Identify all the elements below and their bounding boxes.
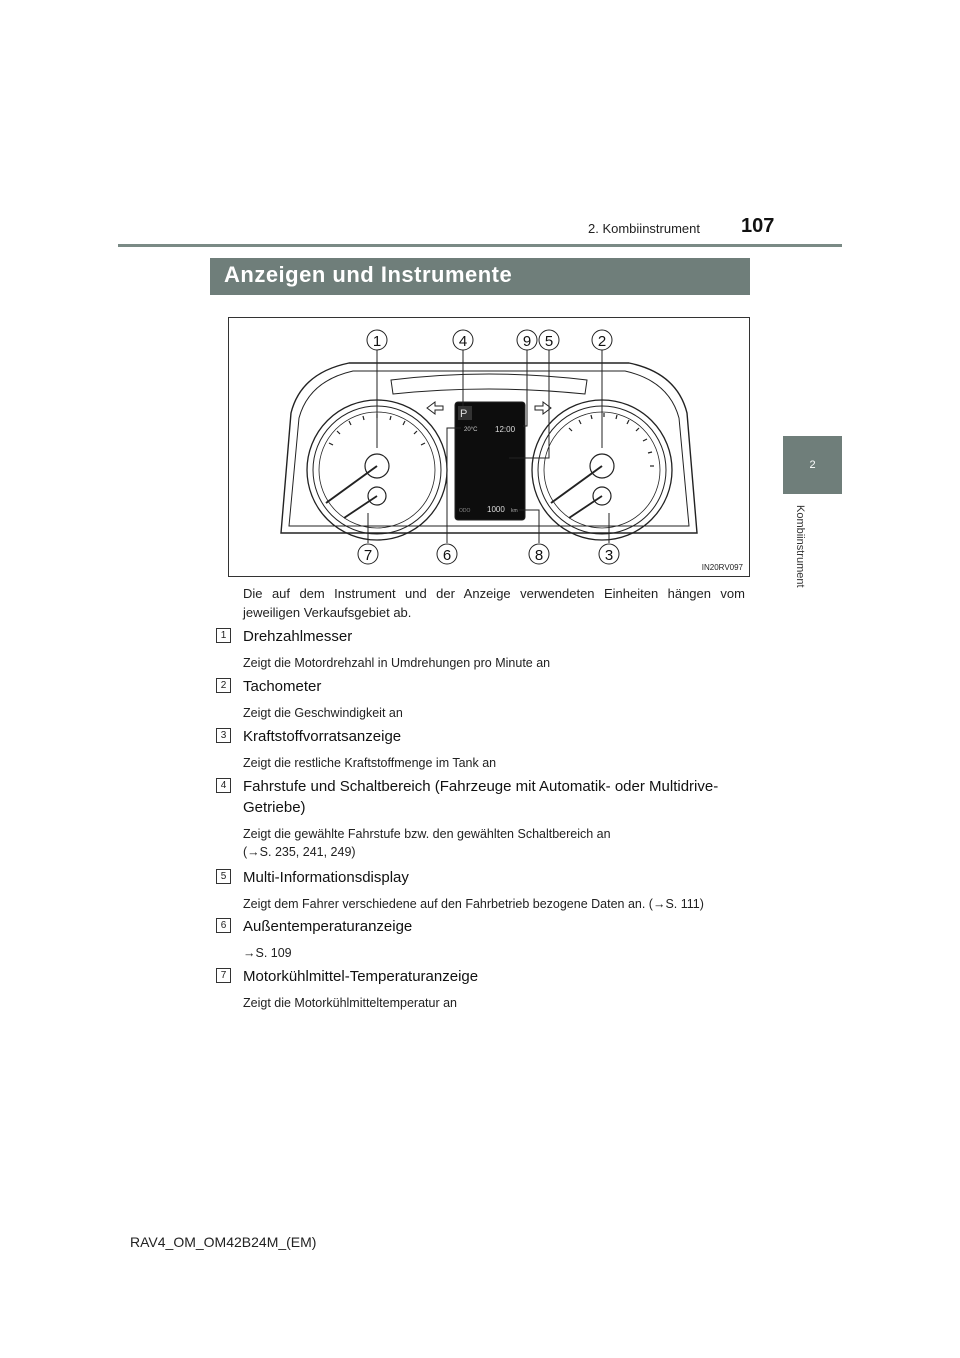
item-description: Zeigt die Motordrehzahl in Umdrehungen pro Minute an — [243, 656, 551, 670]
item-number: 7 — [216, 968, 231, 983]
callout-4: 4 — [458, 333, 468, 350]
callout-5: 5 — [544, 333, 554, 350]
page-number: 107 — [741, 215, 775, 237]
instrument-cluster-illustration — [229, 318, 751, 578]
item-title: Drehzahlmesser — [243, 628, 353, 645]
document-footer: RAV4_OM_OM42B24M_(EM) — [130, 1234, 317, 1250]
figure-code: IN20RV097 — [701, 563, 743, 572]
item-number: 6 — [216, 918, 231, 933]
display-clock: 12:00 — [495, 425, 516, 434]
item-description: Zeigt die restliche Kraftstoffmenge im Tank an — [243, 756, 497, 770]
section-title-bar — [210, 258, 750, 295]
display-odometer: 1000 — [487, 505, 505, 514]
item-title: Tachometer — [243, 678, 322, 695]
item-description: Zeigt die Geschwindigkeit an — [243, 706, 403, 720]
item-number: 1 — [216, 628, 231, 643]
instrument-figure — [228, 317, 750, 577]
chapter-side-label: Kombiinstrument — [794, 505, 806, 588]
item-description: →S. 109 — [243, 946, 292, 960]
item-title: Motorkühlmittel-Temperaturanzeige — [243, 968, 479, 985]
item-title: Fahrstufe und Schaltbereich (Fahrzeuge mit Automatik- oder Multidrive-Getriebe) — [243, 778, 719, 816]
display-odometer-unit: km — [511, 508, 518, 514]
callout-2: 2 — [597, 333, 607, 350]
item-title: Multi-Informationsdisplay — [243, 869, 409, 886]
callout-7: 7 — [363, 547, 373, 564]
chapter-tab[interactable] — [783, 436, 842, 494]
header-chapter: 2. Kombiinstrument — [588, 221, 700, 236]
item-description: Zeigt die gewählte Fahrstufe bzw. den gewählten Schaltbereich an — [243, 827, 611, 841]
item-title: Außentemperaturanzeige — [243, 918, 413, 935]
callout-3: 3 — [604, 547, 614, 564]
display-gear: P — [460, 408, 468, 420]
item-description: Zeigt die Motorkühlmitteltemperatur an — [243, 996, 457, 1010]
item-number: 3 — [216, 728, 231, 743]
callout-9: 9 — [522, 333, 532, 350]
callout-8: 8 — [534, 547, 544, 564]
item-description: Zeigt dem Fahrer verschiedene auf den Fahrbetrieb bezogene Daten an. (→S. 111) — [243, 897, 704, 911]
item-reference: (→S. 235, 241, 249) — [243, 845, 356, 859]
item-number: 4 — [216, 778, 231, 793]
chapter-tab-number: 2 — [809, 459, 816, 471]
callout-6: 6 — [442, 547, 452, 564]
section-title: Anzeigen und Instrumente — [224, 262, 513, 287]
intro-text: Die auf dem Instrument und der Anzeige verwendeten Einheiten hängen vom jeweiligen Verkaufsgebiet ab. — [243, 586, 745, 620]
item-title: Kraftstoffvorratsanzeige — [243, 728, 402, 745]
callout-1: 1 — [372, 333, 382, 350]
item-number: 5 — [216, 869, 231, 884]
display-outside-temp: 20°C — [464, 427, 478, 433]
display-odo-label: ODO — [459, 508, 471, 514]
header-rule — [118, 244, 842, 247]
item-number: 2 — [216, 678, 231, 693]
